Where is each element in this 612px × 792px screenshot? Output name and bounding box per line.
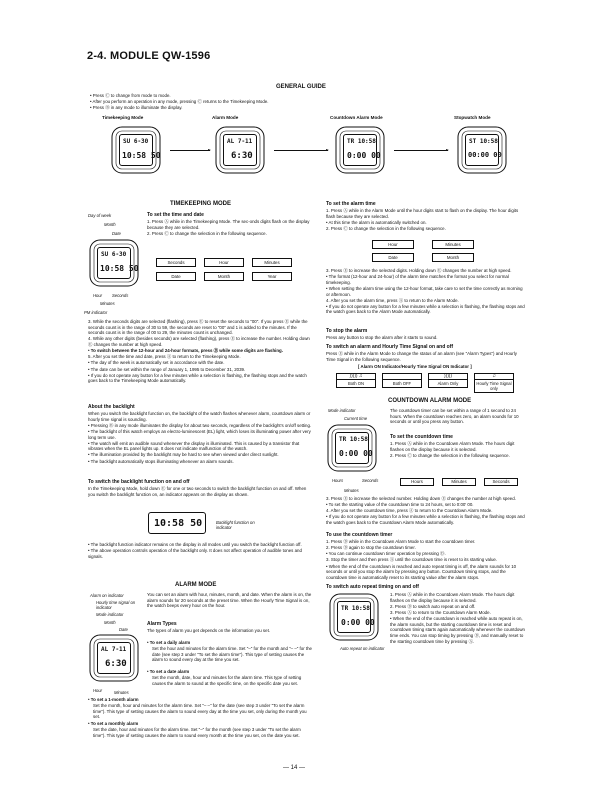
step: 2. Press Ⓓ again to stop the countdown timer. [326,545,416,551]
backlight-text [88,411,314,465]
step: 2. Press Ⓒ to change the selection in the following sequence. [326,225,446,231]
indicator-both-on [336,373,376,388]
arrow-icon [394,150,448,151]
seq-minutes: Minutes [442,478,476,486]
indicator-caption: [ Alarm ON Indicator/Hourly Time Signal ON Indicator ] [358,364,472,369]
label-date: Date [119,627,128,632]
lcd-main: 6:30 [231,151,253,161]
switch-backlight-heading: To switch the backlight function on and off [88,479,190,485]
auto-repeat-heading: To switch auto repeat timing on and off [326,584,419,590]
label-mode: Mode indicator [96,612,124,617]
paragraph: • The backlight automatically stops illuminating whenever an alarm sounds. [88,458,234,464]
label-pm: PM indicator [84,310,108,315]
date-alarm-heading: • To set a date alarm [147,669,190,674]
backlight-heading: About the backlight [88,404,135,410]
step: 3. Press Ⓔ to increase the selected number. Holding down Ⓔ changes the number at high speed. [326,496,516,501]
step: • The day of the week is automatically set in accordance with the date. [88,360,225,366]
step: 1. Press Ⓐ while in the Countdown Alarm Mode. The hours digit flashes on the display because it is selected. [390,592,515,603]
step: 4. After you set the alarm time, press Ⓐ to return to the Alarm Mode. [326,297,459,303]
step: • The date can be set within the range of January 1, 1995 to December 31, 2039. [88,366,246,372]
label-minutes: Minutes [100,301,115,306]
daily-alarm-text: Set the hour and minutes for the alarm time. Set "–" for the month and "– –" for the date (see step 3 under "To set the alarm time"). This type of setting causes the alarm to sound every day at the time you set. [152,646,312,663]
paragraph: • The illumination provided by the backlight may be hard to see when viewed under direct sunlight. [88,452,279,458]
lcd-top: AL 7-11 [101,646,127,653]
indicator-alarm-only [428,373,468,388]
lcd-main: 10:58 50 [100,264,139,273]
date-alarm-text: Set the month, date, hour and minutes for the alarm time. This type of setting causes the alarm to sound at the specific time, on the specific date you set. [152,675,302,686]
set-countdown-steps [390,441,525,459]
step: • To set the starting value of the countdown time to 24 hours, set to 0:00' 00. [326,502,474,508]
set-time-heading: To set the time and date [147,212,204,218]
step: 2. Press Ⓓ to switch auto repeat on and off. [390,603,476,609]
label-alarm-on: Alarm on indicator [90,593,124,598]
seq-seconds: Seconds [156,258,196,267]
seq-hour: Hour [204,258,244,267]
step: 1. Press Ⓐ while in the Timekeeping Mode. The sec-onds digits flash on the display because they are selected. [147,219,310,230]
watch-countdown-diagram [326,423,378,473]
set-countdown-heading: To set the countdown time [390,434,453,440]
step: • When the end of the countdown is reached while auto repeat is on, the alarm sounds, but the starting countdown time is reset and countdown timing starts again automatically whenever the countdown time ends. You can stop timing by pressing Ⓓ, and manually reset to the starting countdown time by pressing Ⓐ. [390,616,525,644]
mode-label-timekeeping: Timekeeping Mode [102,115,144,120]
seq-hour: Hour [372,240,414,249]
stop-alarm-heading: To stop the alarm [326,328,368,334]
watch-countdown [334,125,386,175]
indicator-label: Hourly Time Signal only [476,381,512,392]
label-mode: Mode indicator [328,408,356,413]
seq-month: Month [204,272,244,281]
label-seconds: Seconds [112,293,129,298]
label-minutes: Minutes [344,488,359,493]
seq-hours: Hours [400,478,434,486]
indicator-label: Both OFF [392,381,412,386]
lcd-main: 10:58 50 [154,518,203,529]
auto-repeat-steps [390,592,526,645]
watch-timekeeping-diagram [88,238,140,288]
step: 2. Press Ⓒ to change the selection in the following sequence. [390,452,510,458]
watch-timekeeping [110,125,162,175]
paragraph: • The backlight of this watch employs an electro-luminescent (EL) light, which loses its illuminating power after very long term use. [88,428,311,440]
label-seconds: Seconds [362,478,379,483]
lcd-top: TR 10:58 [341,605,370,612]
set-time-steps-cont [88,319,314,384]
step: • To switch between the 12-hour and 24-hour formats, press Ⓓ while some digits are flashing. [88,348,283,354]
switch-alarm-text: Press Ⓔ while in the Alarm Mode to change the status of an alarm (see "Alarm Types") and Hourly Time Signal in the following sequence. [326,351,517,362]
mode-label-countdown: Countdown Alarm Mode [330,115,383,120]
step: 1. Press Ⓐ while in the Countdown Alarm Mode. The hours digit flashes on the display because it is selected. [390,441,515,452]
lcd-main: 00:00 00 [468,151,502,159]
seq-month: Month [432,253,474,262]
label-minutes: Minutes [114,690,129,695]
set-alarm-heading: To set the alarm time [326,201,376,207]
label-hourly: Hourly time signal on indicator [96,600,136,611]
step: 4. While any other digits (besides seconds) are selected (flashing), press Ⓔ to increase the number. Holding down Ⓔ changes the number at high speed. [88,336,310,347]
indicator-label: Alarm Only [437,381,459,386]
alarm-types-intro: The types of alarm you get depends on the information you set. [147,628,271,633]
lcd-top: ST 10:58 [469,138,498,145]
arrow-icon [274,150,328,151]
paragraph: When you switch the backlight function on, the backlight of the watch flashes whenever alarm, countdown alarm or hourly time signal is sounding. [88,411,311,422]
watch-alarm [214,125,266,175]
backlight-notes [88,542,314,560]
month1-alarm-text: Set the month, hour and minutes for the alarm time. Set "– –" for the date (see step 3 under "To set the alarm time"). This type of setting causes the alarm to sound every day at the time you set, only during the month you set. [93,703,307,720]
lcd-main: 0:00 00 [339,449,373,458]
month1-alarm-heading: • To set a 1-month alarm [88,697,139,702]
lcd-top: TR 10:58 [339,436,368,443]
set-time-steps [147,219,312,237]
label-hour: Hour [93,293,103,298]
watch-auto-repeat [328,592,380,642]
watch-stopwatch [456,125,508,175]
use-countdown-steps [326,539,526,581]
seq-seconds: Seconds [484,478,518,486]
step: • You can continue countdown timer operation by pressing Ⓓ. [326,551,446,557]
countdown-intro: The countdown timer can be set within a range of 1 second to 24 hours. When the countdown reaches zero, an alarm sounds for 10 seconds or until you press any button. [390,408,519,425]
step: 3. While the seconds digits are selected (flashing), press Ⓔ to reset the seconds to "00". If you press Ⓔ while the seconds count is in the range of 30 to 59, the seconds are reset to "00" and 1 is added to the minutes. If the seconds count is in the range of 00 to 29, the minutes count is unchanged. [88,319,308,336]
step: • The format (12-hour and 24-hour) of the alarm time matches the format you select for normal timekeeping. [326,274,509,285]
indicator-label: Both ON [347,381,365,386]
paragraph: • The backlight function indicator remains on the display in all modes until you switch the backlight function off. [88,542,302,547]
step: • When setting the alarm time using the 12-hour format, take care to set the time correctly as morning or afternoon. [326,285,523,297]
seq-year: Year [252,272,292,281]
bullet: • After you perform an operation in any mode, pressing Ⓒ returns to the Timekeeping Mode. [90,99,269,105]
seq-date: Date [156,272,196,281]
alarm-types-heading: Alarm Types [147,621,177,627]
set-alarm-steps [326,208,526,232]
watch-alarm-diagram [88,633,140,683]
step: 2. Press Ⓒ to change the selection in the following sequence. [147,230,267,236]
lcd-main: 10:58 50 [122,151,161,160]
alarm-heading: ALARM MODE [175,582,217,588]
page-number: — 14 — [283,765,306,771]
label-hours: Hours [332,478,344,483]
mode-label-alarm: Alarm Mode [212,115,239,120]
step: • If you do not operate any button for a few minutes while a selection is flashing, the flashing stops and the watch goes back to the Countdown Alarm Mode automatically. [326,514,525,525]
monthly-alarm-text: Set the date, hour and minutes for the alarm time. Set "–" for the month (see step 3 under "To set the alarm time"). This type of setting causes the alarm to sound every month at the time you set, on the date you set. [93,727,301,738]
seq-date: Date [372,253,414,262]
backlight-display [148,512,206,534]
seq-minutes: Minutes [432,240,474,249]
stop-alarm-text: Press any button to stop the alarm after it starts to sound. [326,335,438,340]
step: 3. Press Ⓔ to increase the selected digits. Holding down Ⓔ changes the number at high speed. [326,268,512,273]
set-countdown-cont [326,496,526,526]
step: • At this time the alarm is automatically switched on. [326,219,427,225]
general-guide-heading: GENERAL GUIDE [276,84,326,90]
page-title: 2-4. MODULE QW-1596 [87,50,211,62]
paragraph: • The watch will emit an audible sound whenever the display is illuminated. This is caused by a transistor that vibrates when the EL panel lights up. It does not indicate malfunction of the watch. [88,440,300,452]
lcd-top: SU 6-30 [123,138,149,145]
monthly-alarm-heading: • To set a monthly alarm [88,721,139,726]
step: • If you do not operate any button for a few minutes while a selection is flashing, the flashing stops and the watch goes back to the Timekeeping Mode automatically. [88,372,307,384]
label-day: Day of week [88,213,112,218]
backlight-indicator-label: Backlight function on indicator [216,520,255,531]
general-guide-bullets [90,93,510,111]
step: 5. After you set the time and date, press Ⓐ to return to the Timekeeping Mode. [88,354,241,360]
auto-repeat-label: Auto repeat on indicator [340,646,385,651]
step: • If you do not operate any button for a few minutes while a selection is flashing, the flashing stops and the watch goes back to the Alarm Mode automatically. [326,303,525,315]
indicator-hourly-only [474,373,514,393]
countdown-heading: COUNTDOWN ALARM MODE [388,398,472,404]
lcd-main: 0:00 00 [347,151,381,160]
label-month: Month [104,620,116,625]
hourly-signal-icon: ♫ [475,374,513,380]
step: 3. Press Ⓐ to return to the Countdown Alarm Mode. [390,609,491,615]
paragraph: • The above operation controls operation of the backlight only. It does not affect operation of audible tones and signals. [88,548,302,559]
bullet: • Press Ⓒ to change from mode to mode. [90,93,171,98]
lcd-main: 6:30 [105,659,127,669]
mode-label-stopwatch: Stopwatch Mode [454,115,491,120]
alarm-icon: ))))) [429,374,467,380]
alarm-bell-icon: ))))) ♫ [337,374,375,380]
step: 4. After you set the countdown time, press Ⓐ to return to the Countdown Alarm Mode. [326,508,493,514]
label-hour: Hour [93,688,103,693]
lcd-top: TR 10:58 [347,138,376,145]
timekeeping-heading: TIMEKEEPING MODE [170,201,232,207]
step: 1. Press Ⓐ while in the Alarm Mode until the hour digits start to flash on the display. The hour digits flash because they are selected. [326,208,519,219]
label-month: Month [104,222,116,227]
lcd-top: AL 7-11 [227,138,253,145]
set-alarm-steps-cont [326,268,526,316]
alarm-intro: You can set an alarm with hour, minutes, month, and date. When the alarm is on, the alarm sounds for 20 seconds at the preset time. When the Hourly Time Signal is on, the watch beeps every hour on the hour. [147,592,312,609]
indicator-both-off [382,373,422,388]
switch-alarm-heading: To switch an alarm and Hourly Time Signal on and off [326,344,454,350]
arrow-icon [170,150,210,151]
step: 1. Press Ⓓ while in the Countdown Alarm Mode to start the countdown timer. [326,539,476,544]
bullet: • Press Ⓑ in any mode to illuminate the display. [90,105,183,111]
step: 3. Stop the timer and then press Ⓐ until the countdown time is reset to its starting value. [326,557,498,563]
paragraph: • Pressing Ⓑ in any mode illuminates the display for about two seconds, regardless of the backlight's on/off setting. [88,422,312,428]
use-countdown-heading: To use the countdown timer [326,532,393,538]
lcd-top: SU 6-30 [101,251,127,258]
step: • When the end of the countdown is reached and auto repeat timing is off, the alarm sounds for 10 seconds or until you stop the alarm by pressing any button. Countdown timing stops, and the countdown time is automatically reset to its starting value after the alarm stops. [326,563,517,580]
daily-alarm-heading: • To set a daily alarm [147,640,191,645]
lcd-main: 0:00 00 [341,618,375,627]
label-date: Date [112,231,121,236]
seq-minutes: Minutes [252,258,292,267]
switch-backlight-text: In the Timekeeping Mode, hold down Ⓔ for one or two seconds to switch the backlight function on and off. When you switch the backlight function on, an indicator appears on the display as shown. [88,486,307,497]
label-current: Current time [344,416,368,421]
